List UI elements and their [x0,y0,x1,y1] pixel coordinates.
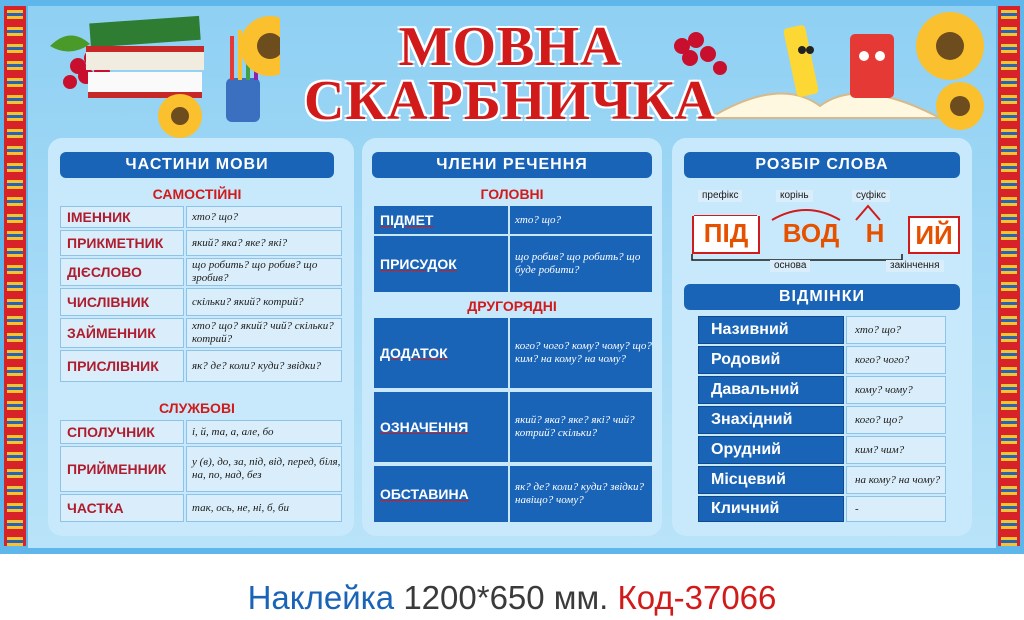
suffix-tag: суфікс [852,190,890,202]
member-label: ОЗНАЧЕННЯ [374,392,508,462]
prefix-tag: префікс [698,190,742,202]
table-row [698,376,946,404]
case-name: Називний [698,316,844,344]
caption-size: 1200*650 мм. [403,579,609,616]
case-name: Родовий [698,346,844,374]
case-name: Орудний [698,436,844,464]
part-questions: хто? що? який? чий? скільки? котрий? [186,318,342,348]
case-questions: кому? чому? [846,376,946,404]
part-label: ЧАСТКА [60,494,184,522]
part-label: СПОЛУЧНИК [60,420,184,444]
case-name: Знахідний [698,406,844,434]
part-label: ПРИСЛІВНИК [60,350,184,382]
suffix-morpheme: Н [865,218,885,248]
list-item [60,206,342,228]
table-row [698,466,946,494]
part-examples: і, й, та, а, але, бо [186,420,342,444]
member-label: ДОДАТОК [374,318,508,388]
member-questions: який? яка? яке? які? чий? котрий? скільки? [510,392,652,462]
cases-header: ВІДМІНКИ [684,284,960,310]
secondary-members-subheading: ДРУГОРЯДНІ [467,298,557,314]
table-row [698,406,946,434]
part-examples: у (в), до, за, під, від, перед, біля, на, по, над, без [186,446,342,492]
member-questions: хто? що? [510,206,652,234]
auxiliary-subheading: СЛУЖБОВІ [159,400,235,416]
list-item [60,230,342,256]
word-analysis-header: РОЗБІР СЛОВА [684,152,960,178]
caption-type: Наклейка [247,579,395,616]
part-questions: який? яка? яке? які? [186,230,342,256]
list-item [60,318,342,348]
case-questions: ким? чим? [846,436,946,464]
parts-of-speech-header: ЧАСТИНИ МОВИ [60,152,334,178]
case-questions: кого? що? [846,406,946,434]
case-questions: на кому? на чому? [846,466,946,494]
part-label: ПРИКМЕТНИК [60,230,184,256]
list-item [60,446,342,492]
part-label: ДІЄСЛОВО [60,258,184,286]
list-item [374,318,652,388]
title-line-2: СКАРБНИЧКА [304,70,716,132]
member-questions: що робив? що робить? що буде робити? [510,236,652,292]
left-ornament-border [4,6,26,546]
table-row [698,346,946,374]
main-members-subheading: ГОЛОВНІ [480,186,544,202]
list-item [374,206,652,234]
part-label: ІМЕННИК [60,206,184,228]
case-questions: хто? що? [846,316,946,344]
part-questions: що робить? що робив? що зробив? [186,258,342,286]
poster-title [300,16,720,132]
prefix-morpheme: ПІД [692,216,760,254]
member-questions: кого? чого? кому? чому? що? ким? на кому? на чому? [510,318,652,388]
list-item [60,420,342,444]
list-item [60,288,342,316]
member-questions: як? де? коли? куди? звідки? навіщо? чому? [510,466,652,522]
caption-code: Код-37066 [617,579,777,616]
list-item [60,258,342,286]
case-questions: кого? чого? [846,346,946,374]
books-sunflowers-illustration [30,6,280,138]
root-tag: корінь [776,190,813,202]
table-row [698,436,946,464]
ending-tag: закінчення [886,260,944,272]
part-examples: так, ось, не, ні, б, би [186,494,342,522]
list-item [60,350,342,382]
base-tag: основа [770,260,810,272]
list-item [374,392,652,462]
list-item [374,466,652,522]
list-item [374,236,652,292]
case-questions: - [846,496,946,522]
case-name: Місцевий [698,466,844,494]
part-label: ЗАЙМЕННИК [60,318,184,348]
part-label: ПРИЙМЕННИК [60,446,184,492]
member-label: ПІДМЕТ [374,206,508,234]
title-line-1: МОВНА [398,16,622,78]
part-questions: як? де? коли? куди? звідки? [186,350,342,382]
list-item [60,494,342,522]
product-caption [0,578,1024,618]
case-name: Давальний [698,376,844,404]
independent-subheading: САМОСТІЙНІ [152,186,242,202]
root-morpheme: ВОД [782,218,840,248]
case-name: Кличний [698,496,844,522]
part-label: ЧИСЛІВНИК [60,288,184,316]
table-row [698,496,946,522]
ending-morpheme: ИЙ [908,216,960,254]
part-questions: хто? що? [186,206,342,228]
part-questions: скільки? який? котрий? [186,288,342,316]
sentence-members-header: ЧЛЕНИ РЕЧЕННЯ [372,152,652,178]
right-ornament-border [998,6,1020,546]
table-row [698,316,946,344]
member-label: ОБСТАВИНА [374,466,508,522]
member-label: ПРИСУДОК [374,236,508,292]
